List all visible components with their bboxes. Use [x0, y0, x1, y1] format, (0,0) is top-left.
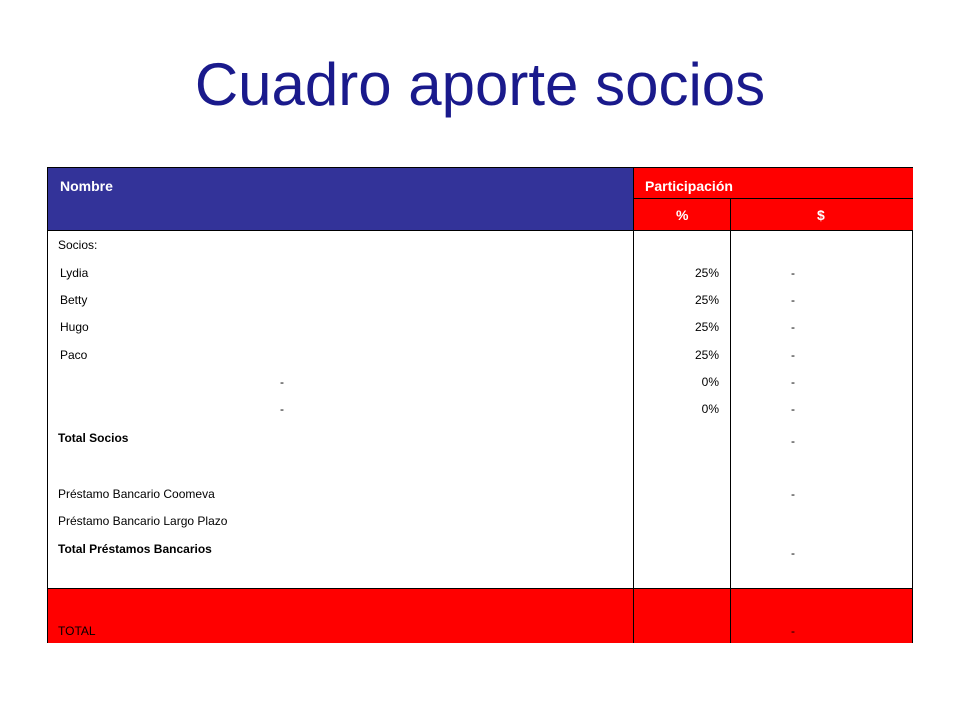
table-row-pct: 0% [701, 375, 719, 389]
table-row-usd: - [791, 266, 795, 280]
table-row-usd: - [791, 402, 795, 416]
table-row-name: Lydia [60, 266, 89, 280]
header-nombre: Nombre [60, 178, 113, 194]
table-row-name: - [280, 375, 284, 389]
header-usd-cell [731, 199, 913, 230]
column-divider [730, 230, 731, 643]
table-row-name: Paco [60, 348, 88, 362]
header-pct: % [676, 207, 689, 223]
table-row-usd: - [791, 375, 795, 389]
table-row-pct: 25% [694, 293, 719, 307]
header-nombre-cell [48, 168, 634, 230]
table-row-pct: 0% [701, 402, 719, 416]
prestamo-usd: - [791, 487, 795, 501]
prestamo-label: Préstamo Bancario Coomeva [58, 487, 215, 501]
table-row-usd: - [791, 348, 795, 362]
table-row-pct: 25% [694, 320, 719, 334]
table-row-name: - [280, 402, 284, 416]
total-label: TOTAL [58, 624, 96, 638]
partners-table [47, 167, 913, 643]
header-usd: $ [817, 207, 825, 223]
prestamo-label: Préstamo Bancario Largo Plazo [58, 514, 228, 528]
table-body [48, 230, 912, 588]
table-row-usd: - [791, 293, 795, 307]
slide-title: Cuadro aporte socios [194, 51, 766, 118]
column-divider [633, 230, 634, 643]
total-prestamos-usd: - [791, 546, 795, 560]
total-row [48, 588, 912, 643]
table-row-name: Hugo [60, 320, 89, 334]
total-prestamos-label: Total Préstamos Bancarios [58, 542, 212, 556]
total-socios-label: Total Socios [58, 431, 129, 445]
header-participacion: Participación [645, 178, 733, 194]
total-usd: - [791, 624, 795, 638]
header-pct-cell [634, 199, 731, 230]
total-socios-usd: - [791, 434, 795, 448]
table-row-name: Betty [60, 293, 88, 307]
table-row-pct: 25% [694, 266, 719, 280]
socios-label: Socios: [58, 238, 98, 252]
table-row-pct: 25% [694, 348, 719, 362]
header-participacion-cell [634, 168, 913, 199]
table-row-usd: - [791, 320, 795, 334]
